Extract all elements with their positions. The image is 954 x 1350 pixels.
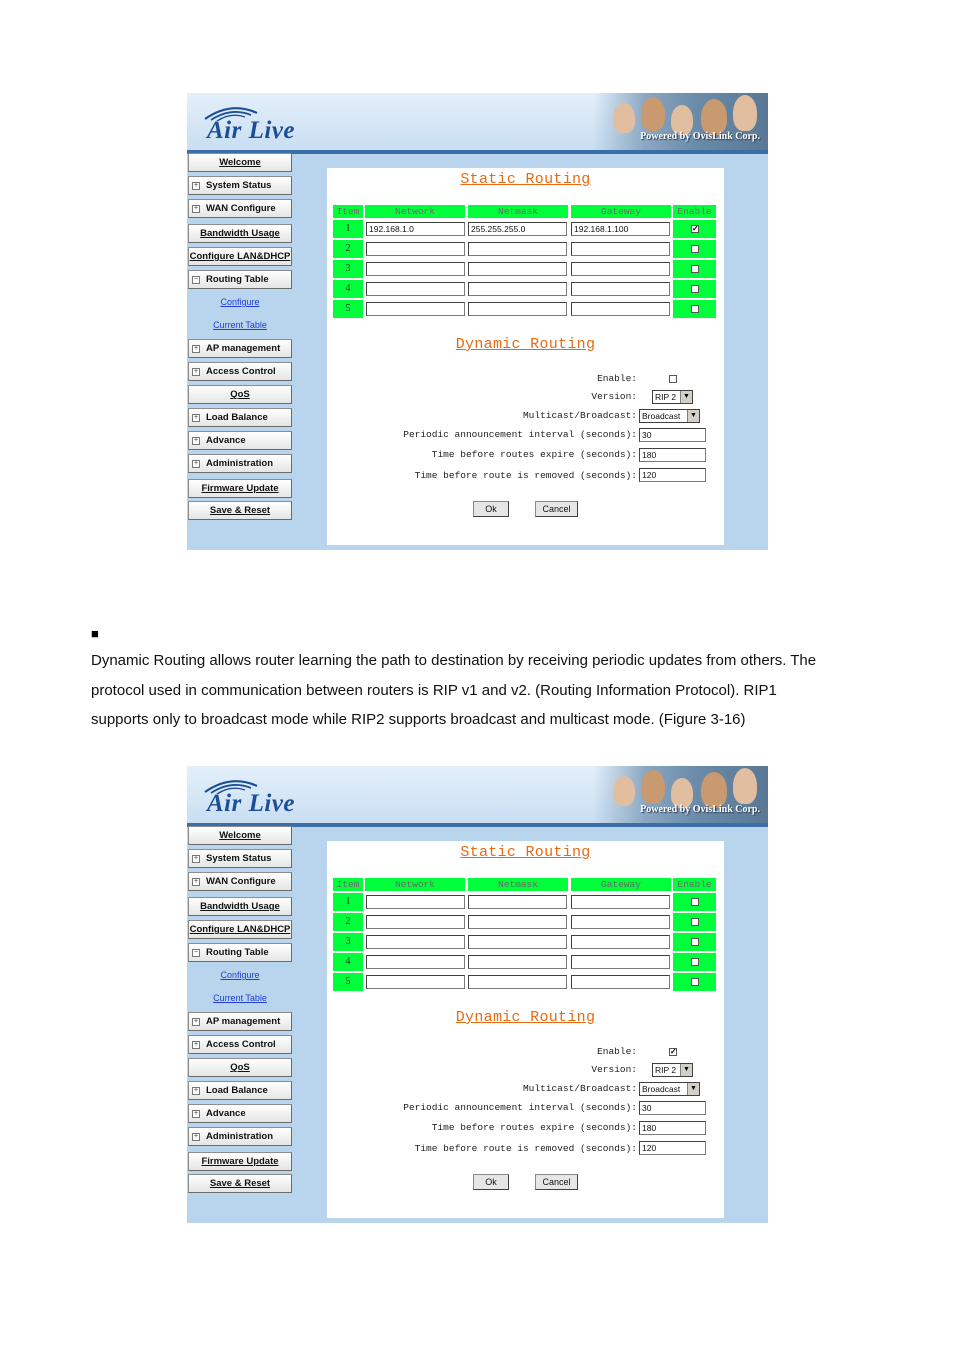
powered-by-text: Powered by OvisLink Corp. [640,804,760,815]
enable-cell [673,913,716,931]
expand-icon: + [193,368,199,375]
expand-icon: + [193,1018,199,1025]
enable-cell [673,893,716,911]
row-item-number: 2 [333,240,363,258]
network-input[interactable] [366,975,465,989]
nav-item[interactable] [188,153,292,172]
expire-input[interactable]: 180 [639,1121,706,1135]
network-input[interactable] [366,935,465,949]
row-item-number: 5 [333,973,363,991]
nav-item[interactable] [188,849,292,868]
expand-icon: + [193,437,199,444]
enable-cell [673,933,716,951]
header-banner [187,766,768,827]
periodic-label: Periodic announcement interval (seconds): [403,1102,637,1113]
router-ui-screenshot-2 [187,766,768,1223]
column-header: Enable [673,878,716,891]
nav-item[interactable] [188,920,292,939]
ok-button[interactable]: Ok [473,501,509,517]
nav-item[interactable] [188,1127,292,1146]
column-header: Gateway [571,205,671,218]
row-item-number: 3 [333,260,363,278]
nav-item[interactable] [188,943,292,962]
gateway-input[interactable] [571,915,670,929]
network-input[interactable] [366,262,465,276]
nav-item[interactable] [188,454,292,473]
cancel-button[interactable]: Cancel [535,501,578,517]
nav-item-label: Firmware Update [201,1156,279,1167]
row-enable-checkbox[interactable] [691,918,699,926]
person-figure [733,768,757,804]
nav-item-label: WAN Configure [206,203,276,214]
airlive-logo [201,103,341,145]
nav-item-label: Save & Reset [209,505,271,516]
enable-label: Enable: [597,373,637,384]
nav-item[interactable] [188,270,292,289]
nav-item[interactable] [188,1174,292,1193]
person-figure [613,103,635,133]
dynamic-enable-checkbox[interactable] [669,375,677,383]
airlive-logo [201,776,341,818]
column-header: Item [333,878,363,891]
network-input[interactable] [366,915,465,929]
network-input[interactable] [366,895,465,909]
bullet-icon: ■ [91,626,99,641]
nav-item-label: Welcome [219,157,261,168]
version-select[interactable] [652,1063,693,1077]
nav-item-label: Administration [206,1131,274,1142]
expand-icon: + [193,345,199,352]
people-photo [593,93,768,150]
expand-icon: + [193,182,199,189]
nav-item[interactable] [188,1081,292,1100]
netmask-input[interactable] [468,302,567,316]
enable-cell [673,260,716,278]
expire-input[interactable]: 180 [639,448,706,462]
gateway-input[interactable] [571,955,670,969]
nav-item-label: Bandwidth Usage [200,228,280,239]
nav-item-label: System Status [206,180,272,191]
column-header: Network [365,878,465,891]
nav-item[interactable] [188,897,292,916]
nav-item[interactable] [188,339,292,358]
mode-label: Multicast/Broadcast: [522,410,637,421]
nav-item-label: Routing Table [206,274,269,285]
gateway-input[interactable] [571,302,670,316]
nav-item[interactable] [188,1152,292,1171]
nav-item[interactable] [188,176,292,195]
body-text-line-1: Dynamic Routing allows router learning the path to destination by receiving periodic updates from others. The [91,652,817,669]
column-header: Item [333,205,363,218]
nav-sublink[interactable]: Configure [220,297,260,307]
removed-label: Time before route is removed (seconds): [414,1143,637,1154]
nav-item[interactable] [188,1058,292,1077]
enable-cell [673,220,716,238]
row-enable-checkbox[interactable] [691,898,699,906]
header-banner [187,93,768,154]
collapse-icon: − [193,276,199,283]
gateway-input[interactable]: 192.168.1.100 [571,222,670,236]
netmask-input[interactable] [468,242,567,256]
mode-value: Broadcast [642,1084,681,1094]
nav-item-label: System Status [206,853,272,864]
row-enable-checkbox[interactable] [691,938,699,946]
router-ui-screenshot-1 [187,93,768,550]
nav-item[interactable] [188,826,292,845]
nav-item[interactable] [188,1012,292,1031]
content-panel [327,168,724,545]
version-label: Version: [591,391,637,402]
person-figure [733,95,757,131]
nav-item-label: Firmware Update [201,483,279,494]
gateway-input[interactable] [571,262,670,276]
netmask-input[interactable] [468,262,567,276]
nav-item[interactable] [188,224,292,243]
dropdown-arrow-icon: ▼ [680,391,692,403]
nav-item[interactable] [188,408,292,427]
nav-item-label: Administration [206,458,274,469]
row-enable-checkbox[interactable] [691,265,699,273]
nav-item-label: Configure LAN&DHCP [189,251,291,262]
expand-icon: + [193,460,199,467]
column-header: Netmask [468,878,568,891]
row-item-number: 4 [333,280,363,298]
version-value: RIP 2 [655,1065,677,1075]
nav-item[interactable] [188,501,292,520]
dynamic-routing-title: Dynamic Routing [455,1009,596,1026]
content-panel [327,841,724,1218]
people-photo [593,766,768,823]
body-text-line-3: supports only to broadcast mode while RIP2 supports broadcast and multicast mode. (Figure 3-16) [91,711,746,728]
cancel-button[interactable]: Cancel [535,1174,578,1190]
nav-item-label: Access Control [206,366,276,377]
nav-item[interactable] [188,385,292,404]
expand-icon: + [193,205,199,212]
nav-item-label: QoS [230,1062,250,1073]
gateway-input[interactable] [571,242,670,256]
expand-icon: + [193,1087,199,1094]
row-item-number: 1 [333,893,363,911]
netmask-input[interactable] [468,915,567,929]
column-header: Netmask [468,205,568,218]
dropdown-arrow-icon: ▼ [687,1083,699,1095]
person-figure [701,99,727,135]
network-input[interactable] [366,302,465,316]
nav-sublink[interactable]: Current Table [213,320,267,330]
removed-input[interactable]: 120 [639,1141,706,1155]
removed-label: Time before route is removed (seconds): [414,470,637,481]
person-figure [641,770,665,804]
nav-item[interactable] [188,1104,292,1123]
mode-select[interactable] [639,1082,700,1096]
removed-input[interactable]: 120 [639,468,706,482]
enable-cell [673,973,716,991]
enable-cell [673,300,716,318]
column-header: Enable [673,205,716,218]
dynamic-enable-checkbox[interactable]: ✓ [670,1047,677,1056]
periodic-input[interactable]: 30 [639,428,706,442]
expire-label: Time before routes expire (seconds): [431,1122,637,1133]
nav-item-label: WAN Configure [206,876,276,887]
expand-icon: + [193,878,199,885]
nav-sublink[interactable]: Configure [220,970,260,980]
netmask-input[interactable] [468,895,567,909]
column-header: Network [365,205,465,218]
nav-item-label: Routing Table [206,947,269,958]
gateway-input[interactable] [571,282,670,296]
netmask-input[interactable] [468,935,567,949]
nav-item-label: Save & Reset [209,1178,271,1189]
nav-item[interactable] [188,199,292,218]
network-input[interactable] [366,242,465,256]
nav-item-label: Load Balance [206,1085,268,1096]
nav-item-label: Configure LAN&DHCP [189,924,291,935]
network-input[interactable]: 192.168.1.0 [366,222,465,236]
collapse-icon: − [193,949,199,956]
logo-text: Air Live [207,117,296,144]
netmask-input[interactable]: 255.255.255.0 [468,222,567,236]
nav-item-label: Advance [206,1108,246,1119]
nav-item[interactable] [188,431,292,450]
nav-item-label: Advance [206,435,246,446]
static-routing-title: Static Routing [460,844,591,861]
nav-item[interactable] [188,1035,292,1054]
nav-item-label: AP management [206,343,281,354]
row-enable-checkbox[interactable] [691,978,699,986]
person-figure [701,772,727,808]
expand-icon: + [193,1110,199,1117]
expire-label: Time before routes expire (seconds): [431,449,637,460]
mode-value: Broadcast [642,411,681,421]
version-select[interactable] [652,390,693,404]
gateway-input[interactable] [571,975,670,989]
network-input[interactable] [366,282,465,296]
nav-item[interactable] [188,479,292,498]
netmask-input[interactable] [468,975,567,989]
powered-by-text: Powered by OvisLink Corp. [640,131,760,142]
mode-label: Multicast/Broadcast: [522,1083,637,1094]
expand-icon: + [193,414,199,421]
network-input[interactable] [366,955,465,969]
enable-cell [673,240,716,258]
periodic-input[interactable]: 30 [639,1101,706,1115]
row-enable-checkbox[interactable] [691,958,699,966]
nav-item[interactable] [188,872,292,891]
gateway-input[interactable] [571,895,670,909]
nav-item[interactable] [188,247,292,266]
row-item-number: 5 [333,300,363,318]
nav-item-label: Welcome [219,830,261,841]
row-enable-checkbox[interactable] [691,285,699,293]
person-figure [641,97,665,131]
periodic-label: Periodic announcement interval (seconds): [403,429,637,440]
row-item-number: 1 [333,220,363,238]
version-label: Version: [591,1064,637,1075]
expand-icon: + [193,1041,199,1048]
nav-sublink[interactable]: Current Table [213,993,267,1003]
row-item-number: 4 [333,953,363,971]
row-item-number: 2 [333,913,363,931]
row-enable-checkbox[interactable] [691,245,699,253]
body-text-line-2: protocol used in communication between routers is RIP v1 and v2. (Routing Information Protocol). RIP1 [91,682,777,699]
mode-select[interactable] [639,409,700,423]
nav-item-label: QoS [230,389,250,400]
netmask-input[interactable] [468,955,567,969]
logo-text: Air Live [207,790,296,817]
enable-cell [673,953,716,971]
dropdown-arrow-icon: ▼ [687,410,699,422]
dynamic-routing-title: Dynamic Routing [455,336,596,353]
enable-label: Enable: [597,1046,637,1057]
dropdown-arrow-icon: ▼ [680,1064,692,1076]
row-enable-checkbox[interactable] [691,305,699,313]
expand-icon: + [193,855,199,862]
nav-item-label: AP management [206,1016,281,1027]
row-enable-checkbox[interactable]: ✓ [692,224,699,233]
row-item-number: 3 [333,933,363,951]
person-figure [613,776,635,806]
gateway-input[interactable] [571,935,670,949]
version-value: RIP 2 [655,392,677,402]
nav-item-label: Bandwidth Usage [200,901,280,912]
static-routing-title: Static Routing [460,171,591,188]
nav-item-label: Access Control [206,1039,276,1050]
enable-cell [673,280,716,298]
netmask-input[interactable] [468,282,567,296]
nav-item-label: Load Balance [206,412,268,423]
expand-icon: + [193,1133,199,1140]
ok-button[interactable]: Ok [473,1174,509,1190]
nav-item[interactable] [188,362,292,381]
column-header: Gateway [571,878,671,891]
